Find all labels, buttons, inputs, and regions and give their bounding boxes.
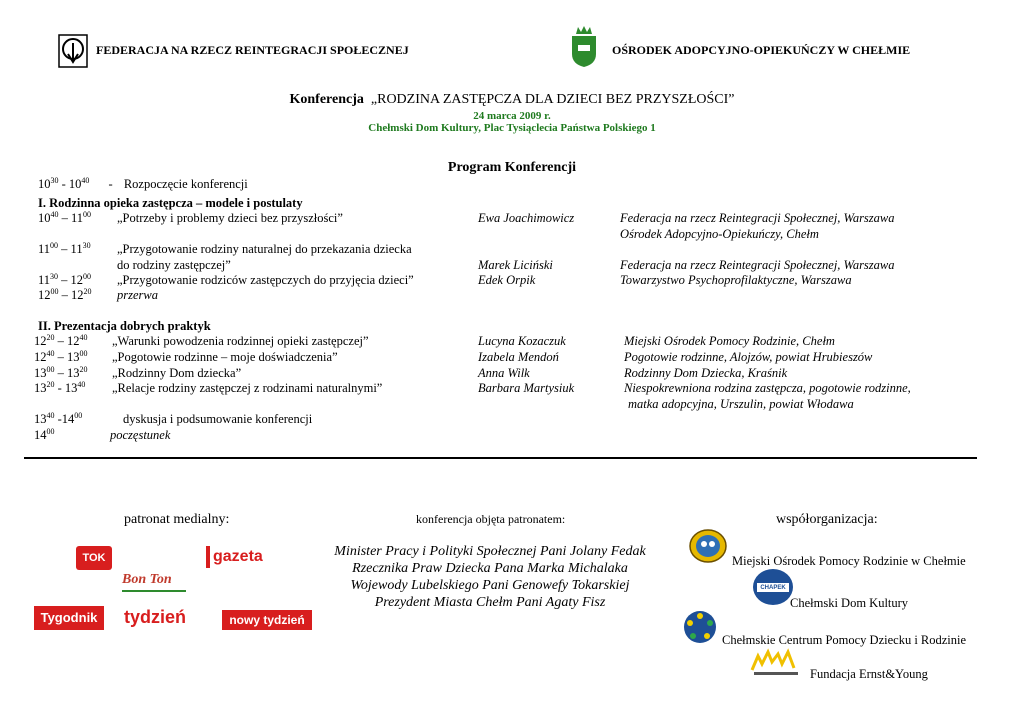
conference-venue: Chełmski Dom Kultury, Plac Tysiąclecia Państwa Polskiego 1 [368, 122, 656, 134]
agenda-time: $13^{00} - 13^{20}$ [34, 365, 88, 380]
agenda-title: „Pogotowie rodzinne – moje doświadczenia” [112, 350, 338, 364]
right-org-name: OŚRODEK ADOPCYJNO-OPIEKUŃCZY W CHEŁMIE [612, 43, 911, 57]
agenda-title: „Warunki powodzenia rodzinnej opieki zastępczej” [112, 334, 369, 348]
divider-line [24, 457, 977, 459]
coorganization-heading: współorganizacja: [776, 512, 878, 527]
bonton-logo: Bon Ton [122, 572, 186, 592]
agenda-org: Niespokrewniona rodzina zastępcza, pogotowie rodzinne, [624, 381, 911, 395]
left-org-name: FEDERACJA NA RZECZ REINTEGRACJI SPOŁECZNEJ [96, 43, 409, 57]
agenda-speaker: Marek Liciński [478, 258, 553, 272]
agenda-title: „Relacje rodziny zastępczej z rodzinami naturalnymi” [112, 381, 383, 395]
opening-row: $10^{30} - 10^{40}$ - Rozpoczęcie konferencji [38, 176, 248, 191]
program-title: Program Konferencji [447, 160, 577, 175]
patron-line: Wojewody Lubelskiego Pani Genowefy Tokarskiej [350, 578, 630, 593]
agenda-title: „Przygotowanie rodziny naturalnej do przekazania dziecka [117, 242, 412, 256]
patron-line: Minister Pracy i Polityki Społecznej Pani Jolany Fedak [334, 544, 646, 559]
agenda-org: Federacja na rzecz Reintegracji Społecznej, Warszawa [620, 258, 895, 272]
coorg-name: Chełmski Dom Kultury [790, 596, 909, 610]
coorg-name: Chełmskie Centrum Pomocy Dziecku i Rodzinie [722, 633, 967, 647]
agenda-time: $13^{20} - 13^{40}$ [34, 380, 86, 395]
agenda-time: $11^{30} - 12^{00}$ [38, 272, 92, 287]
patron-line: Rzecznika Praw Dziecka Pana Marka Michalaka [352, 561, 628, 576]
federation-logo-icon [58, 34, 88, 68]
agenda-time: $10^{40} - 11^{00}$ [38, 210, 92, 225]
agenda-title: „Rodzinny Dom dziecka” [112, 366, 242, 380]
agenda-org: Pogotowie rodzinne, Alojzów, powiat Hrubieszów [624, 350, 873, 364]
agenda-time: $13^{40}$ $-14^{00}$ [34, 411, 83, 426]
agenda-refreshments: poczęstunek [110, 428, 171, 442]
patronage-heading: konferencja objęta patronatem: [416, 512, 566, 526]
agenda-time: $11^{00} - 11^{30}$ [38, 241, 91, 256]
patron-line: Prezydent Miasta Chełm Pani Agaty Fisz [374, 595, 606, 610]
coorg-name: Fundacja Ernst&Young [810, 667, 928, 681]
green-crowned-shield-icon [570, 24, 598, 68]
agenda-break: przerwa [117, 288, 158, 302]
agenda-org: Rodzinny Dom Dziecka, Kraśnik [624, 366, 788, 380]
agenda-org: Miejski Ośrodek Pomocy Rodzinie, Chełm [624, 334, 835, 348]
agenda-title: „Potrzeby i problemy dzieci bez przyszłości” [117, 211, 343, 225]
tydzien-logo: tydzień [124, 607, 187, 627]
agenda-speaker: Edek Orpik [478, 273, 536, 287]
mopr-seal-icon [688, 528, 728, 564]
agenda-speaker: Ewa Joachimowicz [478, 211, 575, 225]
coorg-name: Miejski Ośrodek Pomocy Rodzinie w Chełmie [732, 554, 966, 568]
nowy-tydzien-logo: nowy tydzień [222, 610, 312, 630]
agenda-org: matka adopcyjna, Urszulin, powiat Włodawa [628, 397, 854, 411]
agenda-time: $14^{00}$ [34, 427, 55, 442]
section-heading-2: II. Prezentacja dobrych praktyk [38, 319, 211, 333]
agenda-title: dyskusja i podsumowanie konferencji [123, 412, 313, 426]
conference-date: 24 marca 2009 r. [473, 110, 551, 122]
tygodnik-logo: Tygodnik [34, 606, 104, 630]
gazeta-logo: gazeta [206, 546, 262, 568]
agenda-time: $12^{00} - 12^{20}$ [38, 287, 92, 302]
agenda-speaker: Izabela Mendoń [478, 350, 559, 364]
tokfm-logo: TOK FM [76, 546, 112, 570]
agenda-title: „Przygotowanie rodziców zastępczych do przyjęcia dzieci” [117, 273, 414, 287]
agenda-org: Ośrodek Adopcyjno-Opiekuńczy, Chełm [620, 227, 819, 241]
agenda-time: $12^{40} - 13^{00}$ [34, 349, 88, 364]
section-heading-1: I. Rodzinna opieka zastępcza – modele i postulaty [38, 196, 303, 210]
media-patronage-heading: patronat medialny: [124, 512, 230, 527]
agenda-org: Federacja na rzecz Reintegracji Społecznej, Warszawa [620, 211, 895, 225]
agenda-speaker: Lucyna Kozaczuk [478, 334, 566, 348]
agenda-speaker: Anna Wilk [478, 366, 530, 380]
agenda-title: do rodziny zastępczej” [117, 258, 231, 272]
agenda-org: Towarzystwo Psychoprofilaktyczne, Warszawa [620, 273, 852, 287]
chapek-logo-text: CHAPEK [760, 585, 786, 591]
conference-title: Konferencja „RODZINA ZASTĘPCZA DLA DZIECI BEZ PRZYSZŁOŚCI” [289, 92, 735, 107]
agenda-time: $12^{20} - 12^{40}$ [34, 333, 88, 348]
centrum-pomocy-logo-icon [682, 610, 718, 644]
agenda-speaker: Barbara Martysiuk [478, 381, 575, 395]
ernst-young-figures-icon [748, 646, 804, 680]
